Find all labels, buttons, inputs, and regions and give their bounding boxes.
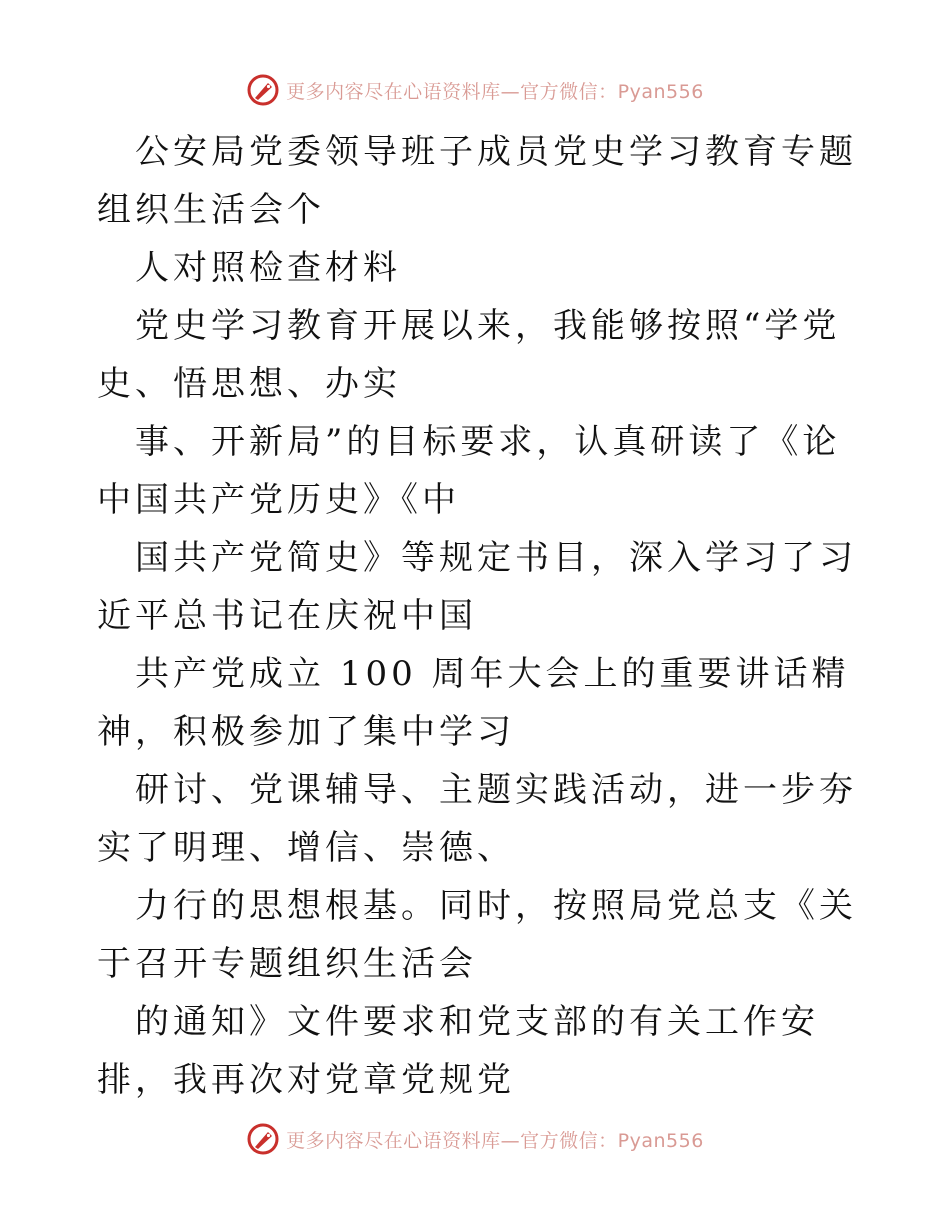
document-line: 国共产党简史》等规定书目，深入学习了习近平总书记在庆祝中国: [97, 538, 857, 636]
pen-nib-logo-icon: [246, 1122, 280, 1156]
document-line: 事、开新局”的目标要求，认真研读了《论中国共产党历史》《中: [97, 422, 841, 520]
header-watermark: [0, 70, 950, 110]
footer-watermark: [0, 1119, 950, 1159]
document-line: 的通知》文件要求和党支部的有关工作安排，我再次对党章党规党: [97, 1002, 819, 1100]
document-line: 人对照检查材料: [135, 248, 401, 288]
watermark-text: 更多内容尽在心语资料库—官方微信：Pyan556: [286, 80, 704, 103]
document-line: 力行的思想根基。同时，按照局党总支《关于召开专题组织生活会: [97, 886, 857, 984]
pen-nib-logo-icon: [246, 73, 280, 107]
document-body: [97, 123, 857, 1109]
document-line: 研讨、党课辅导、主题实践活动，进一步夯实了明理、增信、崇德、: [97, 770, 857, 868]
watermark-text: 更多内容尽在心语资料库—官方微信：Pyan556: [286, 1129, 704, 1152]
document-line: 共产党成立 100 周年大会上的重要讲话精神，积极参加了集中学习: [97, 654, 850, 752]
document-line: 公安局党委领导班子成员党史学习教育专题组织生活会个: [97, 132, 857, 230]
document-line: 党史学习教育开展以来，我能够按照“学党史、悟思想、办实: [97, 306, 841, 404]
